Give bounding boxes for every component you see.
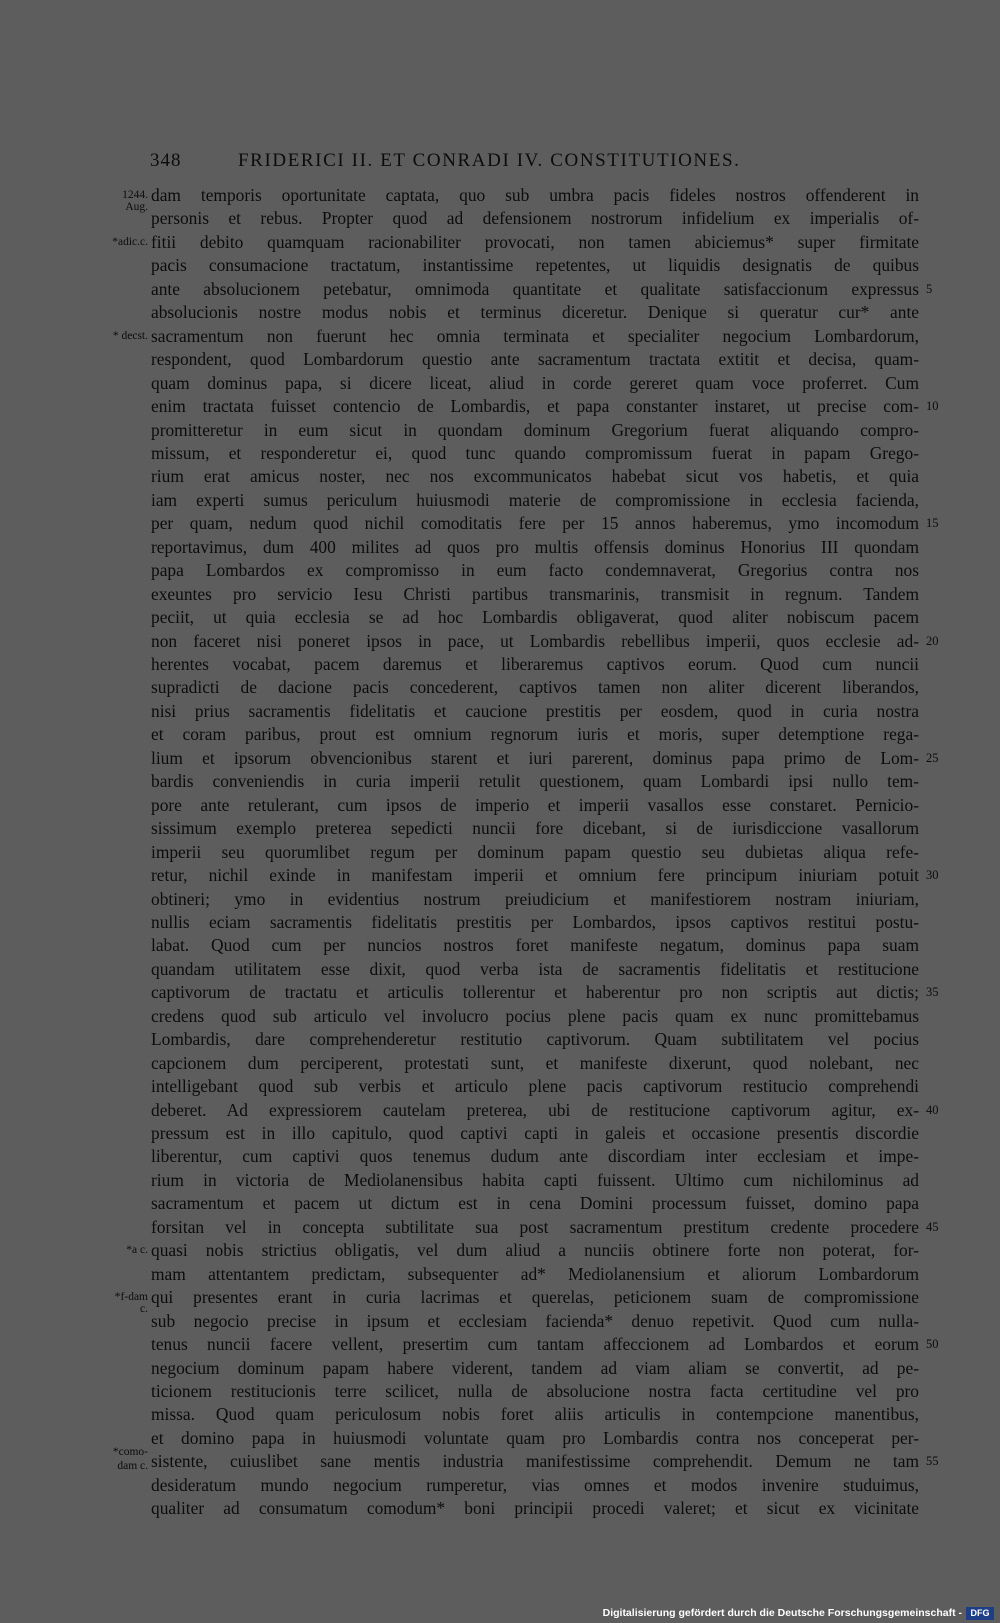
text-line: peciit, ut quia ecclesia se ad hoc Lombardis obligaverat, quod aliter nobiscum pacem — [151, 607, 919, 628]
text-line: herentes vocabat, pacem daremus et liberaremus captivos eorum. Quod cum nuncii — [151, 654, 919, 674]
margin-note: c. — [140, 1302, 148, 1315]
margin-note: 1244. — [122, 189, 148, 201]
line-number: 45 — [926, 1219, 939, 1234]
page-number: 348 — [150, 150, 182, 171]
text-line: rium in victoria de Mediolanensibus habita capti fuissent. Ultimo cum nichilominus ad — [151, 1169, 919, 1190]
text-line: capcionem dum perciperent, protestati sunt, et manifeste dixerunt, quod nolebant, nec — [151, 1052, 919, 1073]
text-line: intelligebant quod sub verbis et articulo plene pacis captivorum restitucio comprehendi — [151, 1076, 919, 1097]
text-line: bardis conveniendis in curia imperii retulit questionem, quam Lombardi ipsi nullo tem- — [151, 771, 919, 792]
text-line: Lombardis, dare comprehenderetur restitutio captivorum. Quam subtilitatem vel pocius — [151, 1029, 919, 1050]
text-line: nullis eciam sacramentis fidelitatis prestitis per Lombardos, ipsos captivos restitui postu- — [151, 911, 919, 932]
margin-note: dam c. — [117, 1459, 148, 1472]
text-line: personis et rebus. Propter quod ad defensionem nostrorum infidelium ex imperialis of- — [151, 208, 919, 229]
text-line: liberentur, cum captivi quos tenemus dudum ante discordiam inter ecclesiam et impe- — [151, 1146, 919, 1167]
line-number: 10 — [926, 399, 939, 414]
text-line: pacis consumacione tractatum, instantissime repetentes, ut liquidis designatis de quibus — [151, 255, 919, 276]
margin-note: Aug. — [125, 200, 148, 213]
text-line: dam temporis oportunitate captata, quo sub umbra pacis fideles nostros offenderent in — [151, 185, 919, 205]
text-line: enim tractata fuisset contencio de Lombardis, et papa constanter instaret, ut precise com- — [151, 396, 919, 417]
line-number: 35 — [926, 985, 939, 1000]
text-line: quasi nobis strictius obligatis, vel dum aliud a nunciis obtinere forte non poterat, for- — [151, 1240, 919, 1261]
text-line: sub negocio precise in ipsum et ecclesiam facienda* denuo repetivit. Quod cum nulla- — [151, 1310, 919, 1331]
text-line: reportavimus, dum 400 milites ad quos pro multis offensis dominus Honorius III quondam — [151, 536, 919, 557]
text-line: rium erat amicus noster, nec nos excommunicatos habebat sicut vos habetis, et quia — [151, 466, 919, 487]
text-line: retur, nichil exinde in manifestam imperii et omnium fere principum iniuriam potuit — [151, 865, 919, 886]
text-line: missum, et responderetur ei, quod tunc quando compromissum fuerat in papam Grego- — [151, 442, 919, 463]
text-line: credens quod sub articulo vel involucro pocius plene pacis quam ex nunc promittebamus — [151, 1005, 919, 1026]
text-line: desideratum mundo negocium rumperetur, vias omnes et modos invenire studuimus, — [151, 1474, 919, 1495]
text-line: missa. Quod quam periculosum nobis foret aliis articulis in contempcione manentibus, — [151, 1404, 919, 1425]
line-number: 20 — [926, 633, 939, 648]
page-header — [150, 150, 820, 174]
digitization-credit: Digitalisierung gefördert durch die Deutsche Forschungsgemeinschaft - — [602, 1607, 962, 1619]
text-line: quam dominus papa, si dicere liceat, aliud in corde gereret quam voce proferret. Cum — [151, 372, 919, 393]
text-line: et coram paribus, prout est omnium regnorum iuris et moris, super detemptione rega- — [151, 724, 919, 745]
running-title: FRIDERICI II. ET CONRADI IV. CONSTITUTIONES. — [238, 150, 741, 171]
line-number: 25 — [926, 750, 939, 765]
text-line: sacramentum non fuerunt hec omnia terminata et specialiter negocium Lombardorum, — [151, 325, 919, 346]
text-line: forsitan vel in concepta subtilitate sua post sacramentum prestitum credente procedere — [151, 1216, 919, 1237]
margin-note: *a c. — [126, 1244, 148, 1257]
text-line: sacramentum et pacem ut dictum est in cena Domini processum fuisset, domino papa — [151, 1193, 919, 1214]
text-line: obtineri; ymo in evidentius nostrum preiudicium et manifestiorem nostram iniuriam, — [151, 888, 919, 909]
line-number: 5 — [926, 281, 933, 296]
text-line: tenus nuncii facere vellent, presertim cum tantam affeccionem ad Lombardos et eorum — [151, 1334, 919, 1355]
text-line: pressum est in illo capitulo, quod captivi capti in galeis et occasione presentis discordie — [151, 1123, 919, 1143]
text-line: deberet. Ad expressiorem cautelam preterea, ubi de restitucione captivorum agitur, ex- — [151, 1099, 919, 1120]
text-line: respondent, quod Lombardorum questio ante sacramentum tractata extitit et decisa, quam- — [151, 349, 919, 370]
text-line: et domino papa in huiusmodi voluntate quam pro Lombardis contra nos conceperat per- — [151, 1427, 919, 1448]
text-line: imperii seu quorumlibet regum per dominum papam questio seu dubietas aliqua refe- — [151, 841, 919, 862]
text-line: pore ante retulerant, cum ipsos de imperio et imperii vasallos esse constaret. Pernicio- — [151, 794, 919, 815]
margin-note: *como- — [112, 1445, 148, 1458]
text-line: lium et ipsorum obvencionibus starent et iuri parerent, dominus papa primo de Lom- — [151, 747, 919, 768]
text-line: exeuntes pro servicio Iesu Christi partibus transmarinis, transmisit in regnum. Tandem — [151, 583, 919, 604]
text-line: nisi prius sacramentis fidelitatis et caucione prestitis per eosdem, quod in curia nostra — [151, 700, 919, 721]
line-number: 50 — [926, 1337, 939, 1352]
text-line: sistente, cuiuslibet sane mentis industria manifestissime comprehendit. Demum ne tam — [151, 1451, 919, 1472]
text-line: supradicti de dacione pacis concederent, captivos tamen non aliter dicerent liberandos, — [151, 677, 919, 698]
text-line: ticionem restitucionis terre scilicet, nulla de absolucione nostra facta certitudine vel pro — [151, 1380, 919, 1401]
dfg-logo: DFG — [966, 1607, 994, 1620]
text-line: non faceret nisi poneret ipsos in pace, ut Lombardis rebellibus imperii, quos ecclesie ad- — [151, 630, 919, 651]
text-line: captivorum de tractatu et articulis tollerentur et haberentur pro non scriptis aut dictis; — [151, 982, 919, 1003]
text-line: promitteretur in eum sicut in quondam dominum Gregorium fuerat aliquando compro- — [151, 419, 919, 440]
margin-note: *adic.c. — [112, 235, 148, 248]
text-line: negocium dominum papam habere viderent, tandem ad viam aliam se convertit, ad pe- — [151, 1357, 919, 1378]
text-line: quandam utilitatem esse dixit, quod verba ista de sacramentis fidelitatis et restitucione — [151, 958, 919, 979]
text-line: per quam, nedum quod nichil comoditatis fere per 15 annos haberemus, ymo incomodum — [151, 513, 919, 534]
text-line: absolucionis nostre modus nobis et terminus diceretur. Denique si queratur cur* ante — [151, 302, 919, 323]
text-line: qui presentes erant in curia lacrimas et querelas, peticionem suam de compromissione — [151, 1287, 919, 1308]
line-number: 30 — [926, 868, 939, 883]
line-number: 55 — [926, 1454, 939, 1469]
text-line: mam attentantem predictam, subsequenter ad* Mediolanensium et aliorum Lombardorum — [151, 1263, 919, 1284]
text-line: labat. Quod cum per nuncios nostros foret manifeste negatum, dominus papa suam — [151, 935, 919, 956]
text-line: qualiter ad consumatum comodum* boni principii procedi valeret; et sicut ex vicinitate — [151, 1498, 919, 1519]
margin-note: *f-dam — [114, 1291, 148, 1304]
text-line: sissimum exemplo preterea sepedicti nuncii fore dicebant, si de iurisdiccione vasallorum — [151, 818, 919, 839]
line-number: 15 — [926, 516, 939, 531]
text-line: ante absolucionem petebatur, omnimoda quantitate et qualitate satisfaccionum expressus — [151, 278, 919, 299]
line-number: 40 — [926, 1102, 939, 1117]
text-line: iam experti sumus periculum huiusmodi materie de compromissione in ecclesia facienda, — [151, 489, 919, 510]
margin-note: * decst. — [112, 329, 148, 342]
text-line: papa Lombardos ex compromisso in eum facto condemnaverat, Gregorius contra nos — [151, 560, 919, 581]
text-line: fitii debito quamquam racionabiliter provocati, non tamen abiciemus* super firmitate — [151, 231, 919, 252]
